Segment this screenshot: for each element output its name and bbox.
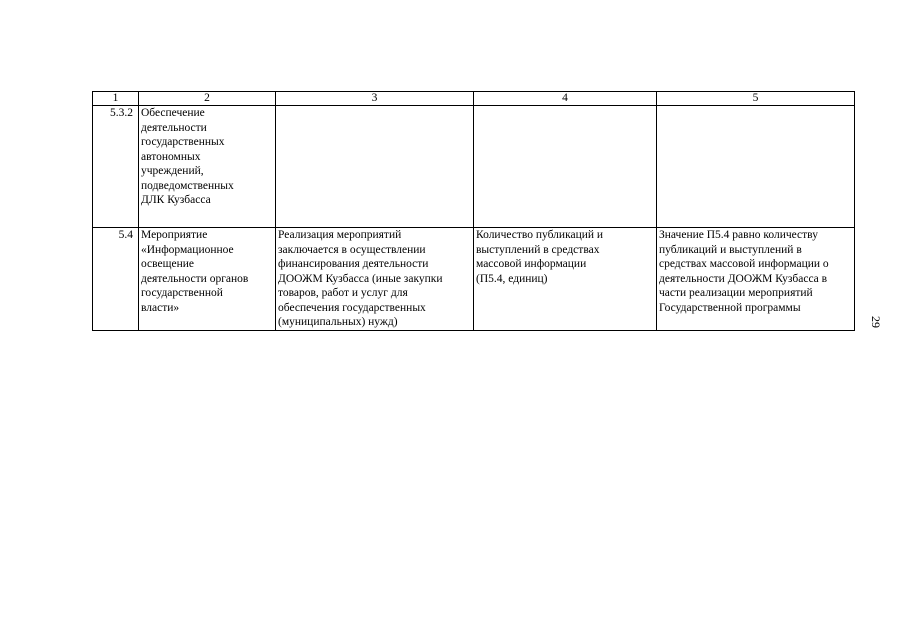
table-row: [93, 106, 855, 228]
indicator-name: Количество публикаций и выступлений в средствах массовой информации (П5.4, единиц): [474, 228, 657, 331]
column-header-2: 2: [139, 92, 276, 106]
indicator-name: [474, 106, 657, 228]
indicator-method: Значение П5.4 равно количеству публикаций и выступлений в средствах массовой информации о деятельности ДООЖМ Кузбасса в части реализации мероприятий Государственной программы: [657, 228, 855, 331]
column-header-1: 1: [93, 92, 139, 106]
activity-name: Обеспечение деятельности государственных автономных учреждений, подведомственных ДЛК Кузбасса: [139, 106, 276, 228]
column-header-4: 4: [474, 92, 657, 106]
column-header-5: 5: [657, 92, 855, 106]
table-row: [93, 228, 855, 331]
activity-description: [276, 106, 474, 228]
row-number: 5.3.2: [93, 106, 139, 228]
indicator-method: [657, 106, 855, 228]
data-table: [92, 91, 855, 331]
table-header-row: [93, 92, 855, 106]
activity-description: Реализация мероприятий заключается в осуществлении финансирования деятельности ДООЖМ Кузбасса (иные закупки товаров, работ и услуг для обеспечения государственных (муниципальных) нужд): [276, 228, 474, 331]
row-number: 5.4: [93, 228, 139, 331]
page-number: 29: [869, 316, 883, 328]
activity-name: Мероприятие «Информационное освещение деятельности органов государственной власти»: [139, 228, 276, 331]
column-header-3: 3: [276, 92, 474, 106]
